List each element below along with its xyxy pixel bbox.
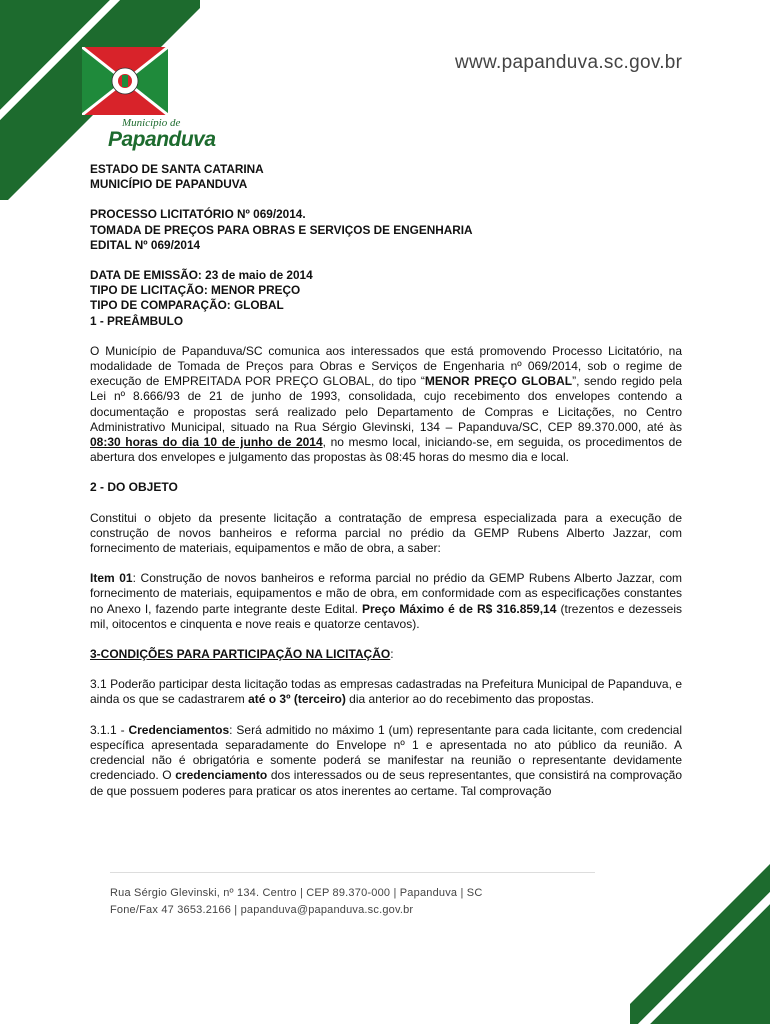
- bid-type: TIPO DE LICITAÇÃO: MENOR PREÇO: [90, 283, 301, 298]
- website-url: www.papanduva.sc.gov.br: [455, 52, 683, 73]
- object-paragraph: Constitui o objeto da presente licitação a contratação de empresa especializada para a execução de construção de novos banheiros e reforma parcial no prédio da GEMP Rubens Alberto Jazzar, com fornecimento de materiais, equipamentos e mão de obra, a saber:: [90, 510, 682, 556]
- clause-3-1-1: 3.1.1 - Credenciamentos: Será admitido no máximo 1 (um) representante para cada licitante, com credencial específica apresentada separadamente do Envelope nº 1 e apresentada no ato público da reunião. A credencial não é obrigatória e somente poderá se manifestar na reunião o representante devidamente credenciado. O credenciamento dos interessados ou de seus representantes, que consistirá na comprovação de que possuem poderes para praticar os atos inerentes ao certame. Tal comprovação: [90, 722, 683, 798]
- document-body: [90, 162, 682, 799]
- logo-line1: Município de: [122, 117, 181, 129]
- section-3-title: 3-CONDIÇÕES PARA PARTICIPAÇÃO NA LICITAÇÃO:: [90, 647, 394, 662]
- footer-divider: [110, 872, 595, 873]
- municipality-flag-icon: [82, 47, 168, 115]
- item-paragraph: Item 01: Construção de novos banheiros e reforma parcial no prédio da GEMP Rubens Alberto Jazzar, com fornecimento de materiais, equipamentos e mão de obra, em conformidade com as especificações constantes no Anexo I, fazendo parte integrante deste Edital. Preço Máximo é de R$ 316.859,14 (trezentos e dezesseis mil, oitocentos e cinquenta e nove reais e quatorze centavos).: [90, 571, 683, 631]
- state-heading: ESTADO DE SANTA CATARINA: [90, 162, 264, 176]
- process-number: PROCESSO LICITATÓRIO Nº 069/2014.: [90, 207, 306, 222]
- municipality-heading: MUNICÍPIO DE PAPANDUVA: [90, 177, 248, 192]
- footer: [110, 885, 482, 919]
- edital-number: EDITAL Nº 069/2014: [90, 237, 201, 252]
- footer-contact: Fone/Fax 47 3653.2166 | papanduva@papanduva.sc.gov.br: [110, 904, 414, 916]
- municipality-logo: [108, 118, 216, 150]
- section-1-title: 1 - PREÂMBULO: [90, 313, 184, 328]
- footer-address: Rua Sérgio Glevinski, nº 134. Centro | CEP 89.370-000 | Papanduva | SC: [110, 887, 483, 899]
- clause-3-1: 3.1 Poderão participar desta licitação todas as empresas cadastradas na Prefeitura Municipal de Papanduva, e ainda os que se cadastrarem até o 3º (terceiro) dia anterior ao do recebimento das propostas.: [90, 677, 682, 707]
- comparison-type: TIPO DE COMPARAÇÃO: GLOBAL: [90, 298, 284, 313]
- issue-date: DATA DE EMISSÃO: 23 de maio de 2014: [90, 268, 313, 283]
- corner-decoration-bottom: [630, 834, 770, 1024]
- logo-line2: Papanduva: [108, 128, 216, 151]
- bid-modality: TOMADA DE PREÇOS PARA OBRAS E SERVIÇOS DE ENGENHARIA: [90, 222, 473, 237]
- section-2-title: 2 - DO OBJETO: [90, 480, 178, 495]
- preamble-paragraph: O Município de Papanduva/SC comunica aos interessados que está promovendo Processo Licitatório, na modalidade de Tomada de Preços para Obras e Serviços de Engenharia nº 069/2014, sob o regime de execução de EMPREITADA POR PREÇO GLOBAL, do tipo “MENOR PREÇO GLOBAL”, sendo regido pela Lei nº 8.666/93 de 21 de junho de 1993, consolidada, cujo recebimento dos envelopes contendo a documentação e propostas será realizado pelo Departamento de Compras e Licitações, no Centro Administrativo Municipal, situado na Rua Sérgio Glevinski, 134 – Papanduva/SC, CEP 89.370.000, até às 08:30 horas do dia 10 de junho de 2014, no mesmo local, iniciando-se, em seguida, os procedimentos de abertura dos envelopes e julgamento das propostas às 08:45 horas do mesmo dia e local.: [90, 343, 682, 465]
